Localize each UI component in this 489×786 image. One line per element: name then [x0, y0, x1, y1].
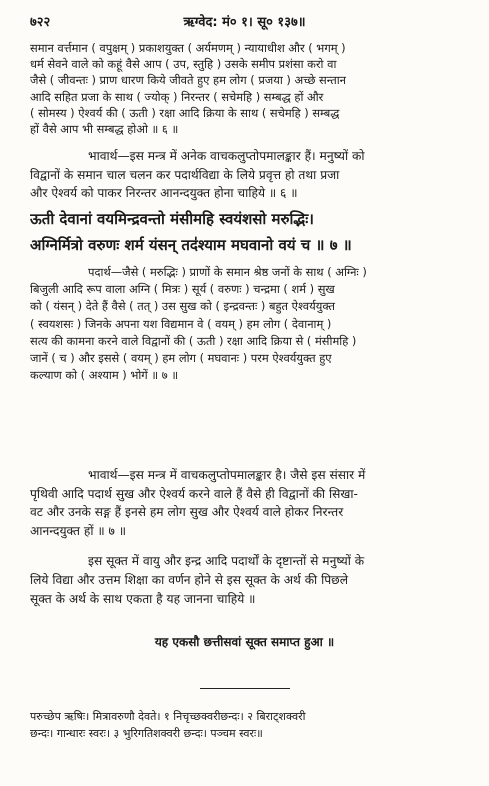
verse-line: अग्निर्मित्रो वरुणः शर्म यंसन् तद॑श्याम मघवानो वयं च ॥ ७ ॥	[30, 236, 352, 254]
text-line: भावार्थ—इस मन्त्र में अनेक वाचकलुप्तोपमालङ्कार हैं। मनुष्यों को	[88, 149, 365, 163]
text-line: ( स्वयशसः ) जिनके अपना यश विद्यमान वे ( वयम् ) हम लोग ( देवानाम् )	[30, 316, 332, 331]
text-line: आदि सहित प्रजा के साथ ( ज्योक् ) निरन्तर ( सचेमहि ) सम्बद्ध हों और	[30, 89, 324, 104]
text-line: पदार्थ—जैसे ( मरुद्भिः ) प्राणों के समान श्रेष्ठ जनों के साथ ( अग्निः )	[88, 265, 367, 279]
text-line: ( सोमस्य ) ऐश्वर्य की ( ऊती ) रक्षा आदि क्रिया के साथ ( सचेमहि ) सम्बद्ध	[30, 105, 340, 120]
text-line: जैसे ( जीवन्तः ) प्राण धारण किये जीवते हुए हम लोग ( प्रजया ) अच्छे सन्तान	[30, 73, 346, 88]
text-line: और ऐश्वर्य को पाकर निरन्तर आनन्दयुक्त होना चाहिये ॥ ६ ॥	[30, 186, 298, 200]
text-line: बिजुली आदि रूप वाला अग्नि ( मित्रः ) सूर्य ( वरुणः ) चन्द्रमा ( शर्म ) सुख	[30, 282, 335, 297]
mantra-verse-7	[30, 206, 469, 258]
padartha-paragraph-7	[30, 264, 463, 384]
commentary-paragraph-6	[30, 40, 463, 137]
sukta-summary	[30, 552, 463, 609]
text-line: को ( यंसन् ) देते हैं वैसे ( तत् ) उस सुख को ( इन्द्रवन्तः ) बहुत ऐश्वर्ययुक्त	[30, 299, 335, 314]
text-line: छन्दः। गान्धारः स्वरः। ३ भुरिगतिशक्वरी छन्दः। पञ्चम स्वरः॥	[30, 727, 263, 740]
running-title: ऋग्वेद: मं० १। सू० १३७॥	[183, 15, 306, 30]
text-line: पृथिवी आदि पदार्थ सुख और ऐश्वर्य करने वाले हैं वैसे ही विद्वानों की सिखा-	[30, 486, 358, 501]
text-line: भावार्थ—इस मन्त्र में वाचकलुप्तोपमालङ्कार है। जैसे इस संसार में	[88, 468, 366, 482]
text-line: आनन्दयुक्त हों ॥ ७ ॥	[30, 523, 127, 538]
page-header	[30, 12, 459, 32]
text-line: हों वैसे आप भी सम्बद्ध होओ ॥ ६ ॥	[30, 122, 179, 137]
text-line: धर्म सेवने वाले को कहूं वैसे आप ( उप, स्तुहि ) उसके समीप प्रशंसा करो वा	[30, 57, 337, 72]
sukta-closing-line: यह एकसौ छत्तीसवां सूक्त समाप्त हुआ ॥	[154, 635, 335, 649]
page-number: ७२२	[30, 15, 51, 30]
text-line: विद्वानों के समान चाल चलन कर पदार्थविद्या के लिये प्रवृत्त हो तथा प्रजा	[30, 167, 340, 182]
text-line: सूक्त के अर्थ के साथ एकता है यह जानना चाहिये ॥	[30, 592, 256, 606]
bhavartha-paragraph-7	[30, 466, 463, 540]
next-sukta-meta	[30, 708, 469, 742]
text-line: समान वर्त्तमान ( वपुक्षम् ) प्रकाशयुक्त ( अर्यमणम् ) न्यायाधीश और ( भगम् )	[30, 41, 346, 55]
text-line: वट और उनके सङ्ग हैं इनसे हम लोग सुख और ऐश्वर्य वाले होकर निरन्तर	[30, 505, 344, 520]
text-line: इस सूक्त में वायु और इन्द्र आदि पदार्थों के दृष्टान्तों से मनुष्यों के	[88, 554, 365, 568]
text-line: लिये विद्या और उत्तम शिक्षा का वर्णन होने से इस सूक्त के अर्थ की पिछले	[30, 573, 348, 587]
bhavartha-paragraph-6	[30, 147, 463, 203]
verse-line: ऊती देवानां वयमिन्द्रवन्तो मंसीमहि स्वयंशसो मरुद्भिः।	[30, 210, 314, 228]
text-line: जानें ( च ) और इससे ( वयम् ) हम लोग ( मघवानः ) परम ऐश्वर्ययुक्त हुए	[30, 351, 332, 366]
text-line: परुच्छेप ऋषिः। मित्रावरुणौ देवते। १ निचृच्छक्वरीछन्दः। २ बिराट्शक्वरी	[30, 710, 306, 723]
text-line: कल्याण को ( अश्याम ) भोगें ॥ ७ ॥	[30, 368, 179, 383]
text-line: सत्य की कामना करने वाले विद्वानों की ( ऊती ) रक्षा आदि क्रिया से ( मंसीमहि )	[30, 333, 357, 348]
section-divider	[200, 688, 290, 689]
